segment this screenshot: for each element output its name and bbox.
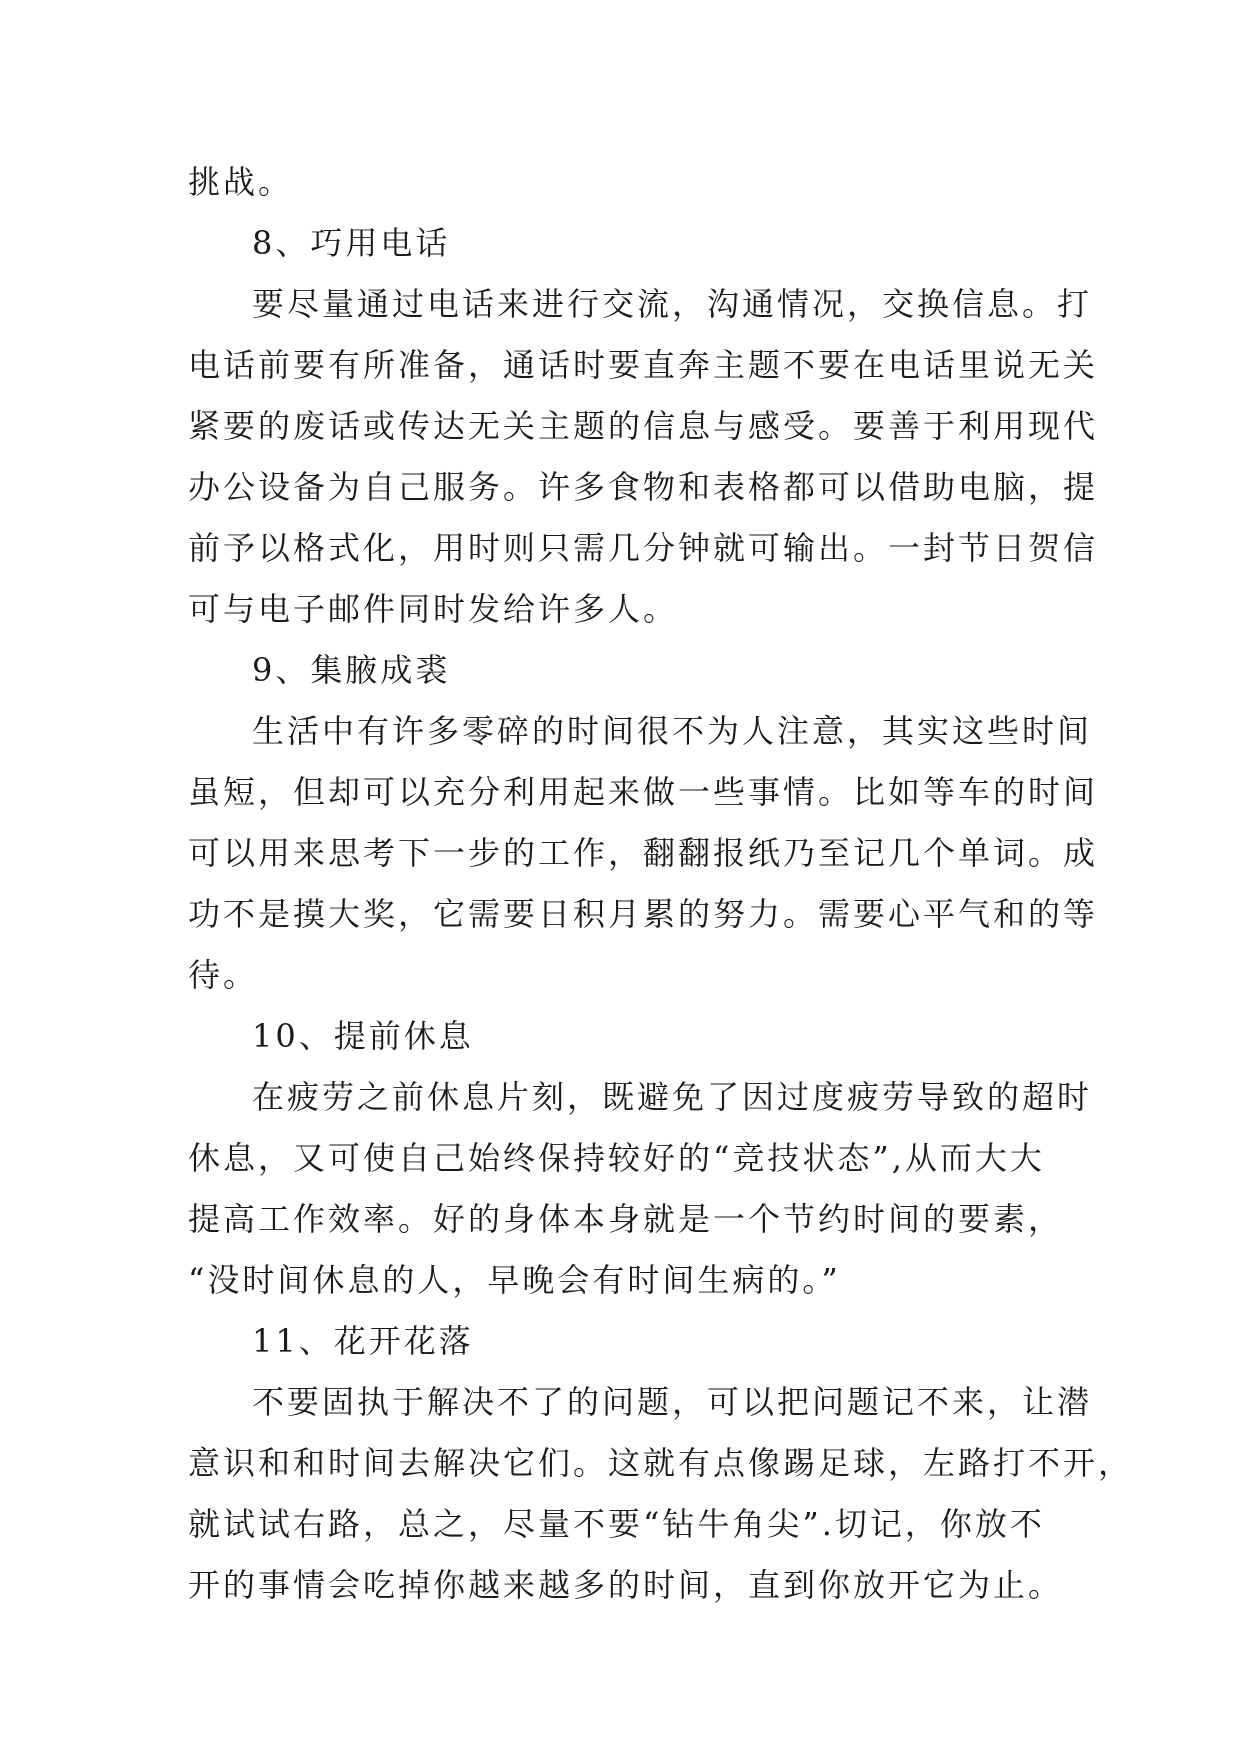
text-line: 待。 xyxy=(188,956,259,994)
text-line: 功不是摸大奖，它需要日积月累的努力。需要心平气和的等 xyxy=(188,895,1099,933)
text-line: 可以用来思考下一步的工作，翻翻报纸乃至记几个单词。成 xyxy=(188,834,1099,872)
text-line: 开的事情会吃掉你越来越多的时间，直到你放开它为止。 xyxy=(188,1566,1064,1604)
text-line: 就试试右路，总之，尽量不要“钻牛角尖”.切记，你放不 xyxy=(188,1505,1045,1543)
text-line: 虽短，但却可以充分利用起来做一些事情。比如等车的时间 xyxy=(188,773,1099,811)
section-heading-10: 10、提前休息 xyxy=(252,1017,474,1055)
text-line: “没时间休息的人，早晚会有时间生病的。” xyxy=(188,1261,841,1299)
text-line: 可与电子邮件同时发给许多人。 xyxy=(188,590,679,628)
text-line: 提高工作效率。好的身体本身就是一个节约时间的要素， xyxy=(188,1200,1064,1238)
text-line: 要尽量通过电话来进行交流，沟通情况，交换信息。打 xyxy=(252,285,1093,323)
section-heading-11: 11、花开花落 xyxy=(252,1322,474,1360)
text-line: 电话前要有所准备，通话时要直奔主题不要在电话里说无关 xyxy=(188,346,1099,384)
section-heading-9: 9、集腋成裘 xyxy=(252,651,451,689)
text-line: 生活中有许多零碎的时间很不为人注意，其实这些时间 xyxy=(252,712,1093,750)
text-line: 休息，又可使自己始终保持较好的“竞技状态”,从而大大 xyxy=(188,1139,1045,1177)
text-line: 挑战。 xyxy=(188,163,294,201)
text-line: 紧要的废话或传达无关主题的信息与感受。要善于利用现代 xyxy=(188,407,1099,445)
text-line: 意识和和时间去解决它们。这就有点像踢足球，左路打不开， xyxy=(188,1444,1134,1482)
section-heading-8: 8、巧用电话 xyxy=(252,224,451,262)
document-body xyxy=(188,152,1134,1616)
text-line: 办公设备为自己服务。许多食物和表格都可以借助电脑，提 xyxy=(188,468,1099,506)
text-line: 前予以格式化，用时则只需几分钟就可输出。一封节日贺信 xyxy=(188,529,1099,567)
text-line: 在疲劳之前休息片刻，既避免了因过度疲劳导致的超时 xyxy=(252,1078,1093,1116)
text-line: 不要固执于解决不了的问题，可以把问题记不来，让潜 xyxy=(252,1383,1093,1421)
